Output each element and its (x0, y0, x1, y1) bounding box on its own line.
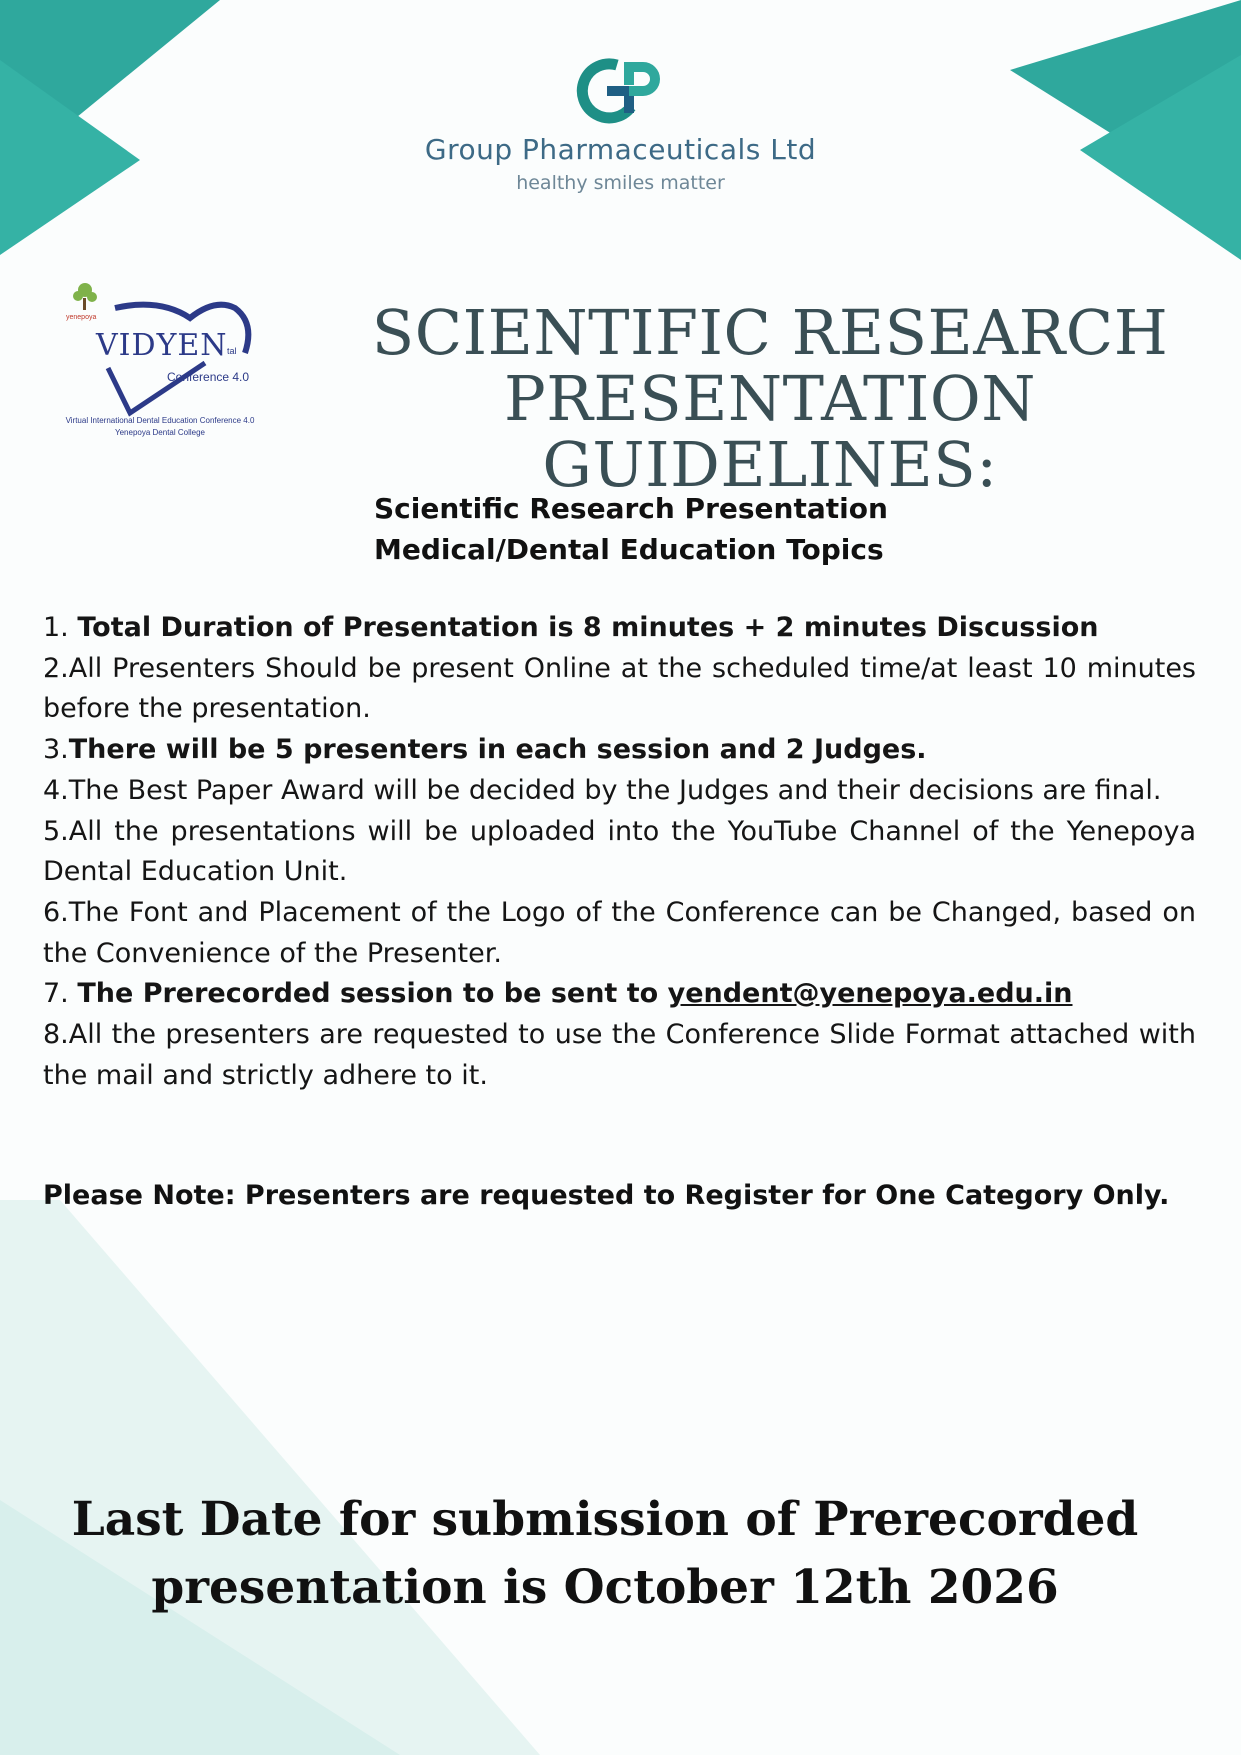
registration-note: Please Note: Presenters are requested to Register for One Category Only. (43, 1180, 1170, 1211)
yenepoya-label: yenepoya (66, 314, 97, 321)
submission-email-link[interactable]: yendent@yenepoya.edu.in (667, 978, 1073, 1010)
page-title-line2: PRESENTATION GUIDELINES: (504, 362, 1036, 501)
gp-logo-icon (573, 55, 669, 125)
subtitle (374, 488, 888, 570)
rule-4: 4.The Best Paper Award will be decided by the Judges and their decisions are final. (43, 774, 1162, 806)
conference-full-name: Virtual International Dental Education Conference 4.0 (65, 416, 255, 425)
conference-version: Conference 4.0 (167, 370, 250, 384)
rule-6: 6.The Font and Placement of the Logo of the Conference can be Changed, based on the Convenience of the Presenter. (43, 896, 1196, 969)
rule-8: 8.All the presenters are requested to use the Conference Slide Format attached with the mail and strictly adhere to it. (43, 1019, 1196, 1091)
page-title (310, 296, 1230, 501)
rule-7: 7. The Prerecorded session to be sent to yendent@yenepoya.edu.in (43, 978, 1073, 1010)
subtitle-line2: Medical/Dental Education Topics (374, 533, 884, 566)
deadline-notice (60, 1486, 1150, 1622)
guidelines-list (43, 608, 1196, 1096)
rule-2: 2.All Presenters Should be present Online at the scheduled time/at least 10 minutes before the presentation. (43, 652, 1196, 725)
conference-logo (40, 278, 280, 448)
subtitle-line1: Scientific Research Presentation (374, 492, 888, 525)
vidyen-wordmark: VIDYEN (96, 328, 228, 363)
sponsor-logo (0, 55, 1241, 194)
rule-3: 3.There will be 5 presenters in each session and 2 Judges. (43, 734, 927, 766)
sponsor-name: Group Pharmaceuticals Ltd (424, 133, 817, 166)
deadline-line1: Last Date for submission of Prerecorded (71, 1492, 1139, 1547)
sponsor-tagline: healthy smiles matter (516, 172, 725, 194)
college-name: Yenepoya Dental College (115, 428, 205, 437)
vidyen-suffix: tal (227, 346, 237, 356)
deadline-line2: presentation is October 12th 2026 (151, 1560, 1059, 1615)
rule-1: 1. Total Duration of Presentation is 8 minutes + 2 minutes Discussion (43, 612, 1099, 643)
page-title-line1: SCIENTIFIC RESEARCH (371, 296, 1169, 369)
rule-5: 5.All the presentations will be uploaded into the YouTube Channel of the Yenepoya Dental Education Unit. (43, 815, 1196, 888)
